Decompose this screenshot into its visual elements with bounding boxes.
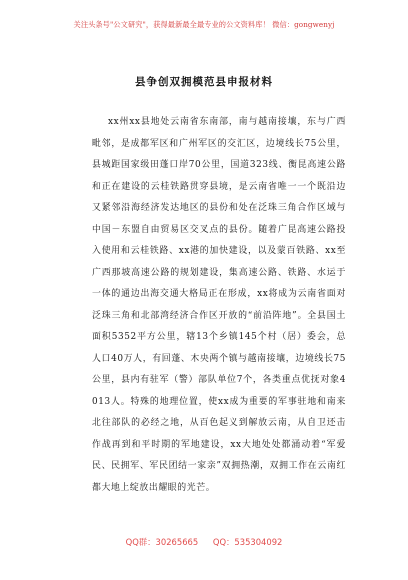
document-title: 县争创双拥模范县申报材料 <box>135 76 273 88</box>
header-banner: 关注头条号"公文研究"，获得最新最全最专业的公文资料库！ 微信：gongwenyj <box>73 20 335 29</box>
footer-contact <box>0 536 408 548</box>
qq-group-number: QQ群：30265665 <box>125 537 199 547</box>
body-paragraph: xx州xx县地处云南省东南部，南与越南接壤，东与广西毗邻，是成都军区和广州军区的交汇区，边境线长75公里，县城距国家级田蓬口岸70公里，国道323线、衡昆高速公路和正在建设的云桂铁路贯穿县境，是云南省唯一一个既沿边又紧邻沿海经济发达地区的县份和处在泛珠三角合作区域与中国－东盟自由贸易区交叉点的县份。随着广昆高速公路投入使用和云桂铁路、xx港的加快建设，以及蒙百铁路、xx至广西那坡高速公路的规划建设，集高速公路、铁路、水运于一体的通边出海交通大格局正在形成，xx将成为云南省面对泛珠三角和北部湾经济合作区开放的“前沿阵地”。全县国土面积5352平方公里，辖13个乡镇145个村（居）委会，总人口40万人，有回蓬、木央两个镇与越南接壤，边境线长75公里，县内有驻军（警）部队单位7个，各类重点优抚对象4013人。特殊的地理位置，使xx成为重要的军事驻地和南来北往部队的必经之地，从百色起义到解放云南，从自卫还击作战再到和平时期的军地建设，xx大地处处都涌动着“军爱民、民拥军、军民团结一家亲”双拥热潮，双拥工作在云南红都大地上绽放出耀眼的光芒。 <box>92 117 346 493</box>
document-body <box>92 112 346 499</box>
qq-number: QQ：535304092 <box>212 537 283 547</box>
